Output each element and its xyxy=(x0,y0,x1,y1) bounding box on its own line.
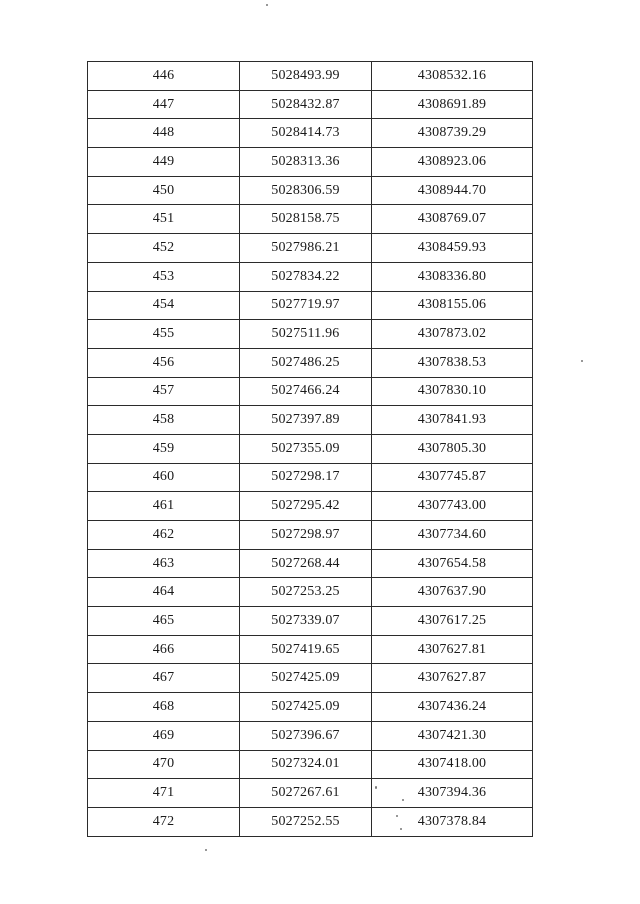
point-number-cell: 461 xyxy=(88,492,240,521)
y-coordinate-cell: 4307805.30 xyxy=(372,434,533,463)
y-coordinate-cell: 4307873.02 xyxy=(372,320,533,349)
point-number-cell: 464 xyxy=(88,578,240,607)
table-row xyxy=(88,807,533,836)
coordinate-table xyxy=(87,61,533,837)
y-coordinate-cell: 4307617.25 xyxy=(372,607,533,636)
point-number-cell: 462 xyxy=(88,521,240,550)
table-row xyxy=(88,434,533,463)
point-number-cell: 457 xyxy=(88,377,240,406)
table-row xyxy=(88,291,533,320)
table-row xyxy=(88,750,533,779)
y-coordinate-cell: 4307654.58 xyxy=(372,549,533,578)
y-coordinate-cell: 4308532.16 xyxy=(372,62,533,91)
y-coordinate-cell: 4308769.07 xyxy=(372,205,533,234)
table-row xyxy=(88,664,533,693)
y-coordinate-cell: 4307745.87 xyxy=(372,463,533,492)
point-number-cell: 453 xyxy=(88,262,240,291)
x-coordinate-cell: 5027298.97 xyxy=(240,521,372,550)
y-coordinate-cell: 4307841.93 xyxy=(372,406,533,435)
x-coordinate-cell: 5028414.73 xyxy=(240,119,372,148)
x-coordinate-cell: 5027268.44 xyxy=(240,549,372,578)
x-coordinate-cell: 5027355.09 xyxy=(240,434,372,463)
x-coordinate-cell: 5027295.42 xyxy=(240,492,372,521)
x-coordinate-cell: 5027267.61 xyxy=(240,779,372,808)
point-number-cell: 467 xyxy=(88,664,240,693)
y-coordinate-cell: 4307627.81 xyxy=(372,635,533,664)
y-coordinate-cell: 4307627.87 xyxy=(372,664,533,693)
x-coordinate-cell: 5027324.01 xyxy=(240,750,372,779)
x-coordinate-cell: 5027486.25 xyxy=(240,348,372,377)
table-row xyxy=(88,721,533,750)
point-number-cell: 449 xyxy=(88,148,240,177)
point-number-cell: 465 xyxy=(88,607,240,636)
table-row xyxy=(88,578,533,607)
scan-speck xyxy=(266,4,268,6)
point-number-cell: 466 xyxy=(88,635,240,664)
table-row xyxy=(88,406,533,435)
scan-speck xyxy=(400,828,402,830)
x-coordinate-cell: 5027298.17 xyxy=(240,463,372,492)
x-coordinate-cell: 5028306.59 xyxy=(240,176,372,205)
point-number-cell: 470 xyxy=(88,750,240,779)
x-coordinate-cell: 5027834.22 xyxy=(240,262,372,291)
point-number-cell: 447 xyxy=(88,90,240,119)
x-coordinate-cell: 5027719.97 xyxy=(240,291,372,320)
y-coordinate-cell: 4307743.00 xyxy=(372,492,533,521)
x-coordinate-cell: 5027253.25 xyxy=(240,578,372,607)
y-coordinate-cell: 4307637.90 xyxy=(372,578,533,607)
table-row xyxy=(88,148,533,177)
x-coordinate-cell: 5028432.87 xyxy=(240,90,372,119)
point-number-cell: 458 xyxy=(88,406,240,435)
x-coordinate-cell: 5028493.99 xyxy=(240,62,372,91)
x-coordinate-cell: 5027339.07 xyxy=(240,607,372,636)
point-number-cell: 451 xyxy=(88,205,240,234)
x-coordinate-cell: 5027466.24 xyxy=(240,377,372,406)
x-coordinate-cell: 5028313.36 xyxy=(240,148,372,177)
x-coordinate-cell: 5027419.65 xyxy=(240,635,372,664)
x-coordinate-cell: 5028158.75 xyxy=(240,205,372,234)
table-row xyxy=(88,549,533,578)
x-coordinate-cell: 5027425.09 xyxy=(240,664,372,693)
point-number-cell: 455 xyxy=(88,320,240,349)
scan-speck xyxy=(396,815,398,817)
table-row xyxy=(88,377,533,406)
scan-speck xyxy=(375,786,377,789)
y-coordinate-cell: 4308155.06 xyxy=(372,291,533,320)
point-number-cell: 471 xyxy=(88,779,240,808)
point-number-cell: 452 xyxy=(88,234,240,263)
x-coordinate-cell: 5027396.67 xyxy=(240,721,372,750)
table-row xyxy=(88,779,533,808)
point-number-cell: 463 xyxy=(88,549,240,578)
y-coordinate-cell: 4307436.24 xyxy=(372,693,533,722)
point-number-cell: 460 xyxy=(88,463,240,492)
table-row xyxy=(88,90,533,119)
point-number-cell: 469 xyxy=(88,721,240,750)
table-row xyxy=(88,234,533,263)
y-coordinate-cell: 4308459.93 xyxy=(372,234,533,263)
y-coordinate-cell: 4308944.70 xyxy=(372,176,533,205)
x-coordinate-cell: 5027511.96 xyxy=(240,320,372,349)
point-number-cell: 448 xyxy=(88,119,240,148)
point-number-cell: 450 xyxy=(88,176,240,205)
point-number-cell: 454 xyxy=(88,291,240,320)
point-number-cell: 459 xyxy=(88,434,240,463)
table-row xyxy=(88,348,533,377)
table-row xyxy=(88,176,533,205)
table-row xyxy=(88,62,533,91)
y-coordinate-cell: 4307421.30 xyxy=(372,721,533,750)
x-coordinate-cell: 5027397.89 xyxy=(240,406,372,435)
scan-speck xyxy=(205,849,207,851)
x-coordinate-cell: 5027425.09 xyxy=(240,693,372,722)
x-coordinate-cell: 5027252.55 xyxy=(240,807,372,836)
table-row xyxy=(88,119,533,148)
point-number-cell: 446 xyxy=(88,62,240,91)
x-coordinate-cell: 5027986.21 xyxy=(240,234,372,263)
coordinate-table-body xyxy=(88,62,533,837)
y-coordinate-cell: 4308739.29 xyxy=(372,119,533,148)
y-coordinate-cell: 4307830.10 xyxy=(372,377,533,406)
y-coordinate-cell: 4307734.60 xyxy=(372,521,533,550)
table-row xyxy=(88,262,533,291)
table-row xyxy=(88,492,533,521)
table-row xyxy=(88,521,533,550)
y-coordinate-cell: 4308336.80 xyxy=(372,262,533,291)
y-coordinate-cell: 4308923.06 xyxy=(372,148,533,177)
y-coordinate-cell: 4307838.53 xyxy=(372,348,533,377)
table-row xyxy=(88,205,533,234)
scan-speck xyxy=(402,799,404,801)
y-coordinate-cell: 4308691.89 xyxy=(372,90,533,119)
scan-speck xyxy=(581,360,583,362)
point-number-cell: 456 xyxy=(88,348,240,377)
table-row xyxy=(88,463,533,492)
table-row xyxy=(88,635,533,664)
table-row xyxy=(88,607,533,636)
table-row xyxy=(88,693,533,722)
y-coordinate-cell: 4307378.84 xyxy=(372,807,533,836)
table-row xyxy=(88,320,533,349)
point-number-cell: 472 xyxy=(88,807,240,836)
y-coordinate-cell: 4307394.36 xyxy=(372,779,533,808)
y-coordinate-cell: 4307418.00 xyxy=(372,750,533,779)
point-number-cell: 468 xyxy=(88,693,240,722)
